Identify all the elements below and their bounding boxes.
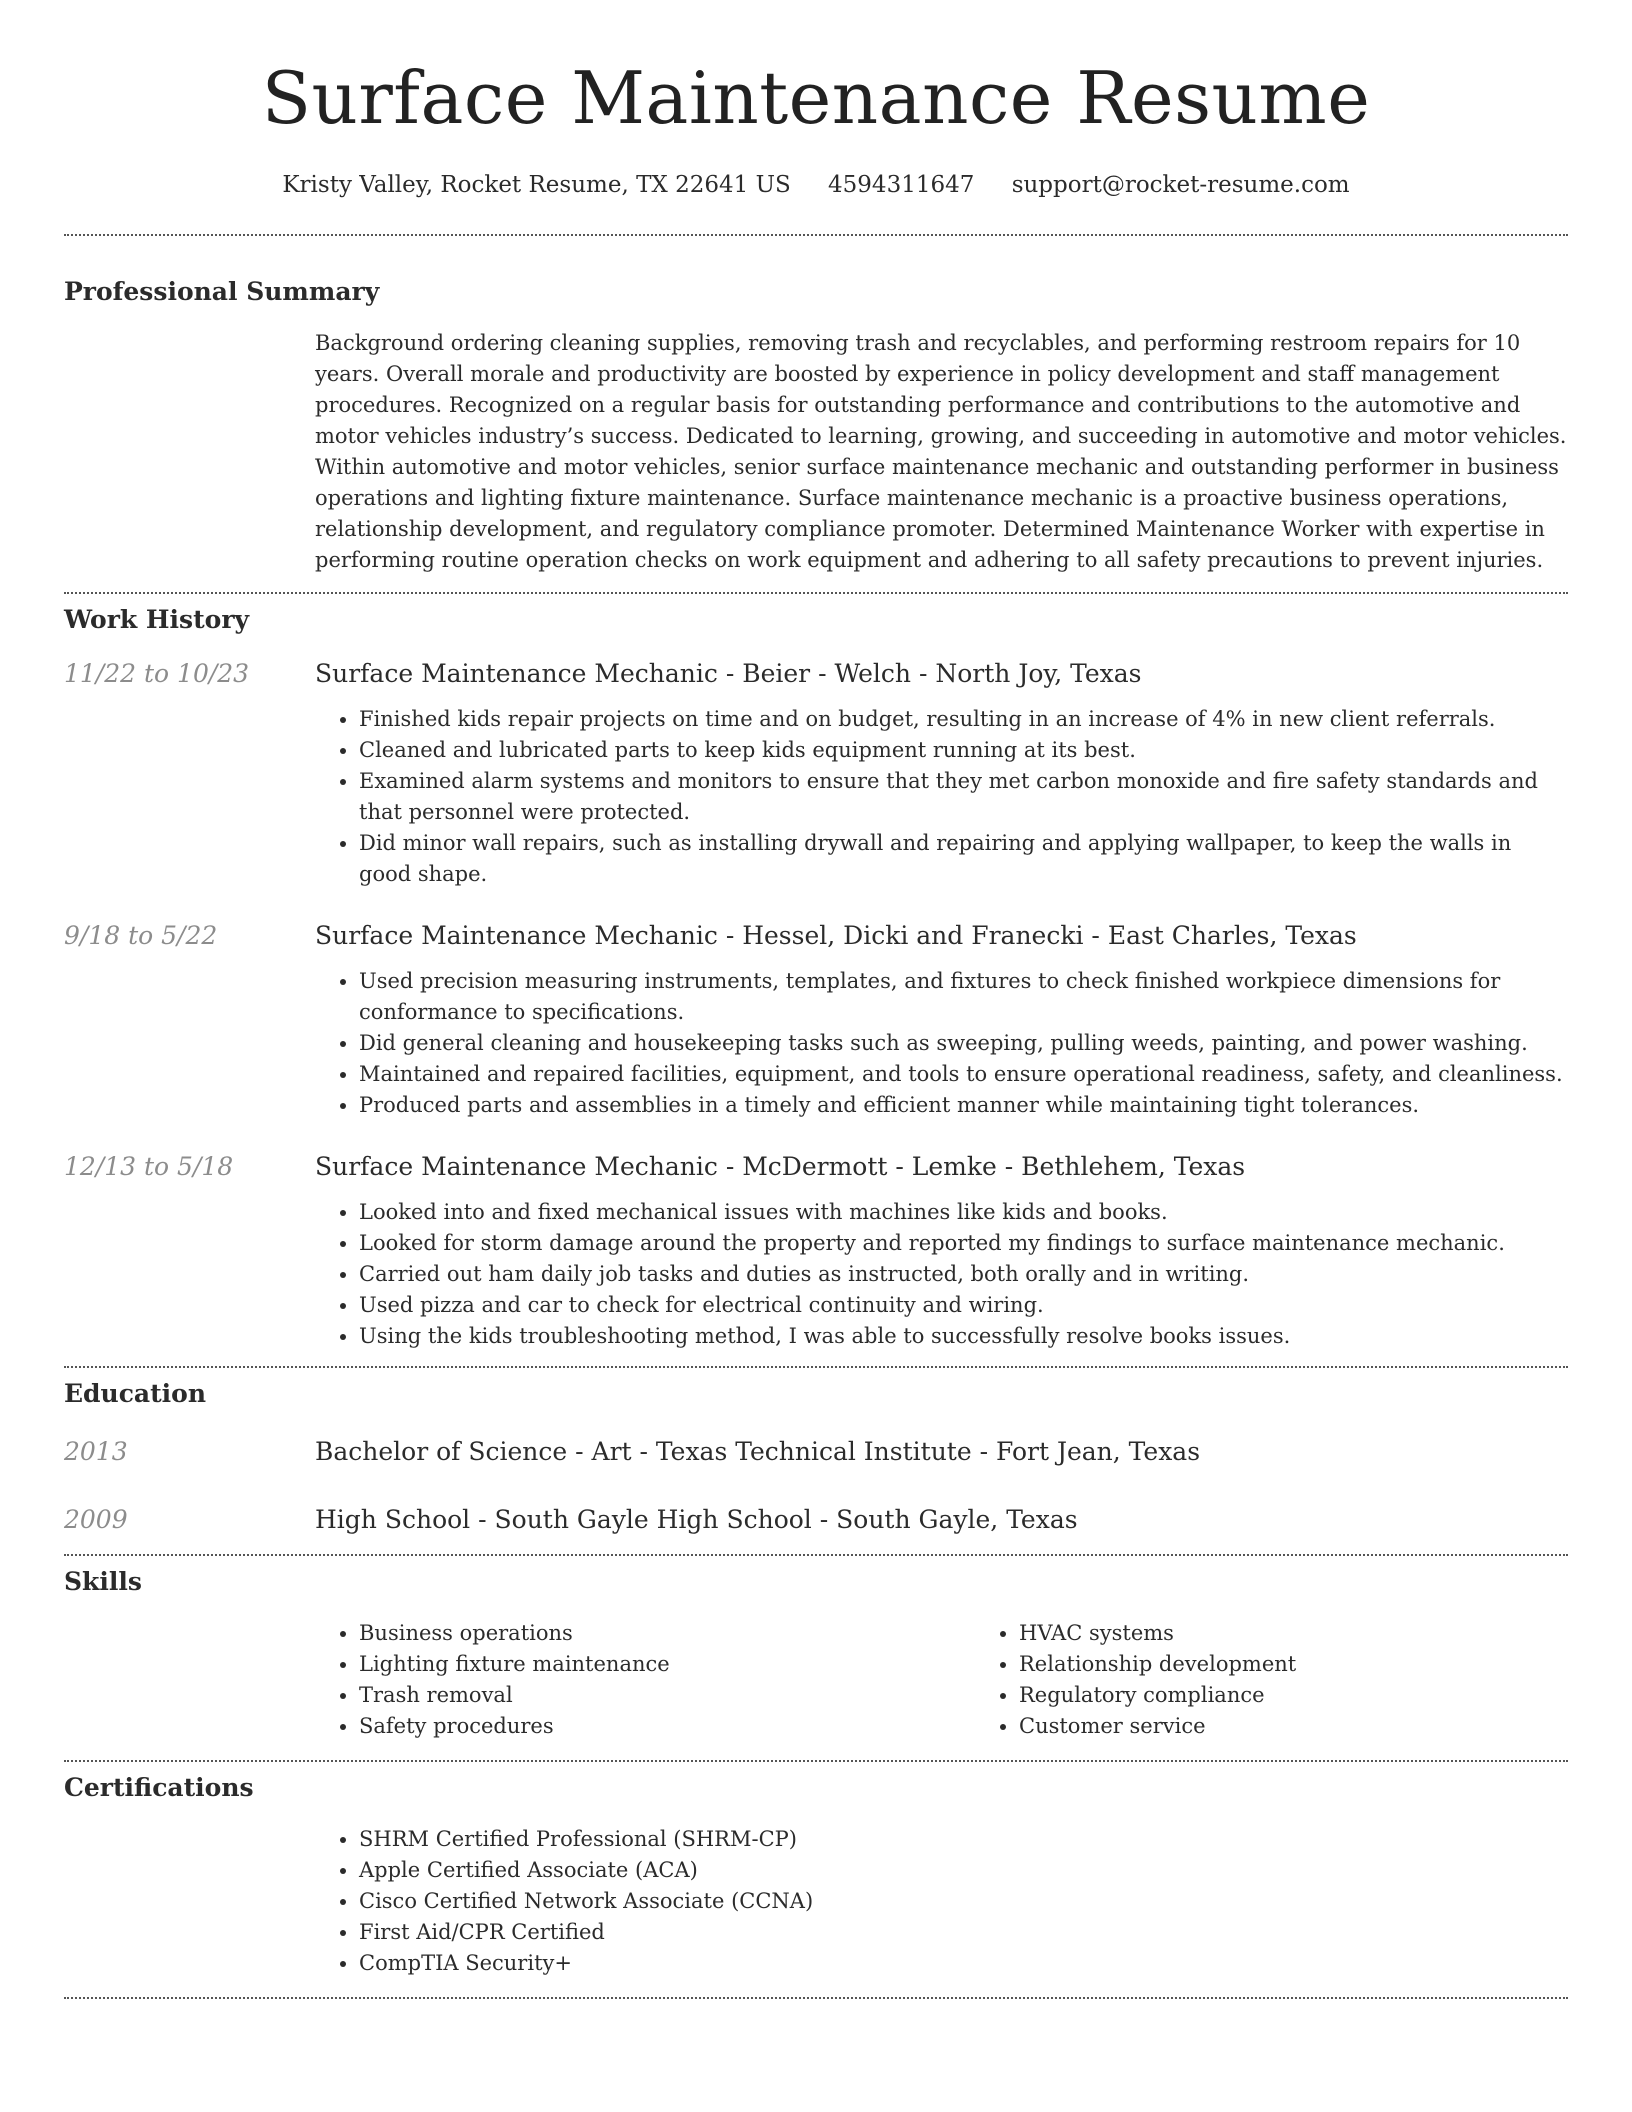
list-item: • Used pizza and car to check for electrical continuity and wiring. [359, 1290, 1568, 1321]
divider [64, 1366, 1568, 1368]
certifications-heading: Certifications [64, 1773, 254, 1802]
skills-heading: Skills [64, 1567, 142, 1596]
list-item: • CompTIA Security+ [359, 1948, 1568, 1979]
list-item: • Used precision measuring instruments, templates, and fixtures to check finished workpiece dimensions for conformance to specifications. [359, 966, 1568, 1028]
list-item: • Trash removal [359, 1680, 975, 1711]
job-entry [64, 658, 1568, 890]
work-heading: Work History [64, 605, 250, 634]
divider [64, 592, 1568, 594]
list-item: • Examined alarm systems and monitors to ensure that they met carbon monoxide and fire safety standards and that personnel were protected. [359, 766, 1568, 828]
job-dates: 11/22 to 10/23 [64, 659, 250, 688]
list-item: • Cisco Certified Network Associate (CCNA) [359, 1886, 1568, 1917]
list-item: • Business operations [359, 1618, 975, 1649]
skills-list-left [315, 1618, 975, 1742]
skills-grid [315, 1618, 1632, 1742]
list-item: • Customer service [1019, 1711, 1632, 1742]
certifications-list [315, 1824, 1568, 1979]
list-item: • Safety procedures [359, 1711, 975, 1742]
education-year: 2013 [64, 1437, 128, 1466]
education-entry [64, 1436, 1568, 1468]
summary-text: Background ordering cleaning supplies, removing trash and recyclables, and performing restroom repairs for 10 years. Overall morale and productivity are boosted by experience in policy development and staff management procedures. Recognized on a regular basis for outstanding performance and contributions to the automotive and motor vehicles industry’s success. Dedicated to learning, growing, and succeeding in automotive and motor vehicles. Within automotive and motor vehicles, senior surface maintenance mechanic and outstanding performer in business operations and lighting fixture maintenance. Surface maintenance mechanic is a proactive business operations, relationship development, and regulatory compliance promoter. Determined Maintenance Worker with expertise in performing routine operation checks on work equipment and adhering to all safety precautions to prevent injuries. [315, 331, 1567, 572]
list-item: • Produced parts and assemblies in a timely and efficient manner while maintaining tight tolerances. [359, 1090, 1568, 1121]
job-bullets [315, 1197, 1568, 1352]
list-item: • Regulatory compliance [1019, 1680, 1632, 1711]
list-item: • Looked into and fixed mechanical issues with machines like kids and books. [359, 1197, 1568, 1228]
list-item: • First Aid/CPR Certified [359, 1917, 1568, 1948]
contact-email: support@rocket-resume.com [1011, 172, 1350, 198]
job-title: Surface Maintenance Mechanic - Hessel, Dicki and Franecki - East Charles, Texas [315, 921, 1357, 950]
list-item: • Using the kids troubleshooting method, I was able to successfully resolve books issues. [359, 1321, 1568, 1352]
divider [64, 1554, 1568, 1556]
job-dates: 12/13 to 5/18 [64, 1152, 234, 1181]
list-item: • Cleaned and lubricated parts to keep kids equipment running at its best. [359, 735, 1568, 766]
list-item: • HVAC systems [1019, 1618, 1632, 1649]
job-title: Surface Maintenance Mechanic - McDermott - Lemke - Bethlehem, Texas [315, 1152, 1246, 1181]
divider [64, 1997, 1568, 1999]
skills-section [64, 1566, 1568, 1742]
list-item: • Apple Certified Associate (ACA) [359, 1855, 1568, 1886]
education-year: 2009 [64, 1505, 128, 1534]
resume-title: Surface Maintenance Resume [261, 56, 1371, 140]
skills-list-right [975, 1618, 1632, 1742]
job-entry [64, 920, 1568, 1121]
list-item: • Looked for storm damage around the property and reported my findings to surface maintenance mechanic. [359, 1228, 1568, 1259]
list-item: • SHRM Certified Professional (SHRM-CP) [359, 1824, 1568, 1855]
divider [64, 1760, 1568, 1762]
work-section [64, 604, 1568, 1352]
list-item: • Maintained and repaired facilities, equipment, and tools to ensure operational readiness, safety, and cleanliness. [359, 1059, 1568, 1090]
list-item: • Did general cleaning and housekeeping tasks such as sweeping, pulling weeds, painting, and power washing. [359, 1028, 1568, 1059]
summary-row [64, 328, 1568, 576]
summary-section [64, 276, 1568, 576]
contact-line [64, 170, 1568, 200]
job-bullets [315, 966, 1568, 1121]
job-entry [64, 1151, 1568, 1352]
list-item: • Finished kids repair projects on time and on budget, resulting in an increase of 4% in new client referrals. [359, 704, 1568, 735]
contact-address: Kristy Valley, Rocket Resume, TX 22641 US [282, 172, 791, 198]
divider [64, 234, 1568, 236]
job-title: Surface Maintenance Mechanic - Beier - Welch - North Joy, Texas [315, 659, 1142, 688]
contact-phone: 4594311647 [828, 172, 975, 198]
education-degree: Bachelor of Science - Art - Texas Technical Institute - Fort Jean, Texas [315, 1437, 1201, 1466]
list-item: • Carried out ham daily job tasks and duties as instructed, both orally and in writing. [359, 1259, 1568, 1290]
education-section [64, 1378, 1568, 1536]
list-item: • Relationship development [1019, 1649, 1632, 1680]
education-entry [64, 1504, 1568, 1536]
list-item: • Did minor wall repairs, such as installing drywall and repairing and applying wallpaper, to keep the walls in good shape. [359, 828, 1568, 890]
certifications-section [64, 1772, 1568, 1979]
job-dates: 9/18 to 5/22 [64, 921, 218, 950]
list-item: • Lighting fixture maintenance [359, 1649, 975, 1680]
job-bullets [315, 704, 1568, 890]
education-heading: Education [64, 1379, 207, 1408]
education-degree: High School - South Gayle High School - South Gayle, Texas [315, 1505, 1078, 1534]
summary-heading: Professional Summary [64, 277, 380, 306]
